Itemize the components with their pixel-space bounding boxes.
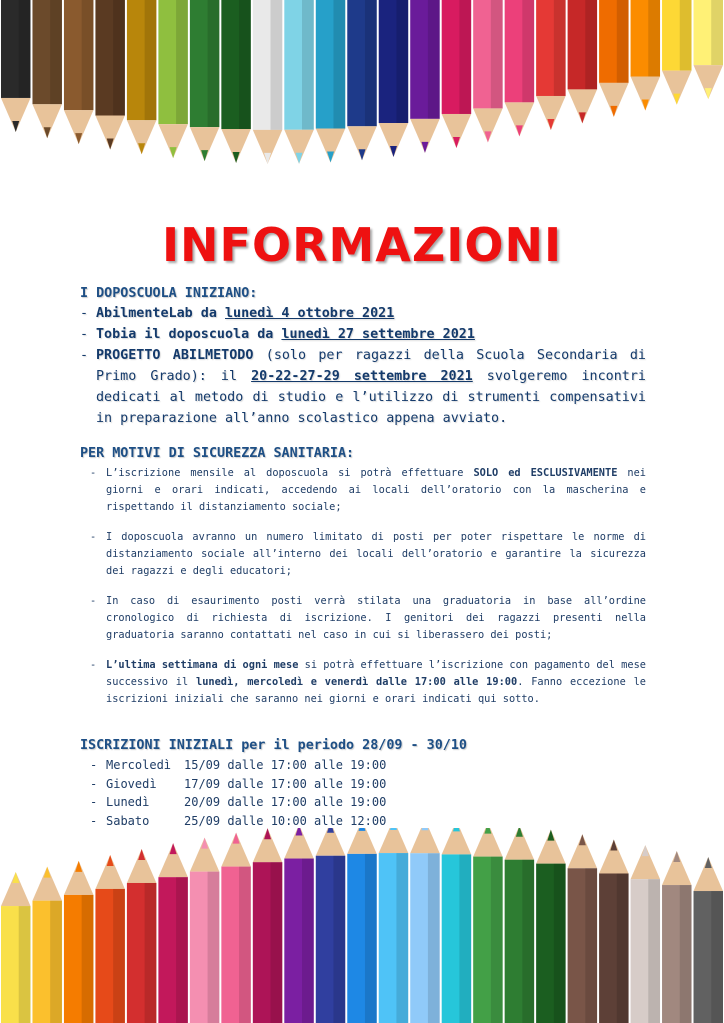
schedule-row: - Sabato 25/09 dalle 10:00 alle 12:00 <box>80 812 646 831</box>
list-item: - L’iscrizione mensile al doposcuola si potrà effettuare SOLO ed ESCLUSIVAMENTE nei giorni e orari indicati, accedendo ai locali dell’oratorio con la mascherina e rispettando il distanziamento sociale; <box>80 465 646 516</box>
pencil-icon <box>568 834 597 1023</box>
pencil-icon <box>347 828 376 1023</box>
pencil-icon <box>694 0 723 99</box>
pencil-icon <box>442 828 471 1023</box>
section-start-heading: I DOPOSCUOLA INIZIANO: <box>80 286 258 301</box>
pencils-top-decoration <box>0 0 724 200</box>
pencil-icon <box>599 0 628 117</box>
section-enrollment-heading: ISCRIZIONI INIZIALI per il periodo 28/09 - 30/10 <box>80 738 467 753</box>
pencil-icon <box>379 828 408 1023</box>
pencil-icon <box>284 828 313 1023</box>
safety-list <box>80 465 646 708</box>
list-item: - In caso di esaurimento posti verrà stilata una graduatoria in base all’ordine cronologico di richiesta di iscrizione. I genitori dei ragazzi presenti nella graduatoria saranno contattati nel caso in cui si liberassero dei posti; <box>80 593 646 644</box>
page-title: INFORMAZIONI <box>161 218 563 272</box>
pencil-icon <box>536 830 565 1023</box>
schedule-row: - Lunedì 20/09 dalle 17:00 alle 19:00 <box>80 793 646 812</box>
pencil-icon <box>32 867 61 1023</box>
list-item: - PROGETTO ABILMETODO (solo per ragazzi della Scuola Secondaria di Primo Grado): il 20-22-27-29 settembre 2021 svolgeremo incontri dedicati al metodo di studio e l’utilizzo di strumenti compensativi in preparazione all’anno scolastico appena avviato. <box>80 345 646 429</box>
pencil-icon <box>631 0 660 111</box>
pencil-icon <box>694 857 723 1023</box>
pencil-icon <box>64 861 93 1023</box>
pencil-icon <box>127 849 156 1023</box>
pencil-icon <box>568 0 597 123</box>
pencil-icon <box>32 0 61 138</box>
pencil-icon <box>316 828 345 1023</box>
start-list <box>80 303 646 429</box>
pencil-icon <box>1 872 30 1023</box>
pencil-icon <box>662 851 691 1023</box>
list-item: - I doposcuola avranno un numero limitato di posti per poter rispettare le norme di distanziamento sociale all’interno dei locali dell’oratorio e garantire la sicurezza dei ragazzi e degli educatori; <box>80 529 646 580</box>
pencil-icon <box>473 0 502 142</box>
pencil-icon <box>95 855 124 1023</box>
pencil-icon <box>442 0 471 148</box>
pencil-icon <box>190 0 219 161</box>
pencil-icon <box>158 0 187 158</box>
list-item: - L’ultima settimana di ogni mese si potrà effettuare l’iscrizione con pagamento del mese successivo il lunedì, mercoledì e venerdì dalle 17:00 alle 19:00. Fanno eccezione le iscrizioni iniziali che saranno nei giorni e orari indicati qui sotto. <box>80 657 646 708</box>
pencils-bottom-decoration <box>0 828 724 1023</box>
pencil-icon <box>410 828 439 1023</box>
pencil-icon <box>599 839 628 1023</box>
pencil-icon <box>95 0 124 150</box>
pencil-icon <box>253 0 282 164</box>
schedule-row: - Giovedì 17/09 dalle 17:00 alle 19:00 <box>80 775 646 794</box>
list-item: - Tobia il doposcuola da lunedì 27 settembre 2021 <box>80 324 646 345</box>
pencil-icon <box>505 828 534 1023</box>
pencil-icon <box>505 0 534 136</box>
pencil-icon <box>158 843 187 1023</box>
pencil-icon <box>473 828 502 1023</box>
list-item: - AbilmenteLab da lunedì 4 ottobre 2021 <box>80 303 646 324</box>
pencil-icon <box>127 0 156 154</box>
pencil-icon <box>1 0 30 132</box>
schedule-list <box>80 756 646 830</box>
pencil-icon <box>190 838 219 1023</box>
pencil-icon <box>316 0 345 163</box>
pencil-icon <box>347 0 376 160</box>
pencil-icon <box>284 0 313 164</box>
schedule-row: - Mercoledì 15/09 dalle 17:00 alle 19:00 <box>80 756 646 775</box>
section-safety-heading: PER MOTIVI DI SICUREZZA SANITARIA: <box>80 446 355 461</box>
pencil-icon <box>221 0 250 163</box>
pencil-icon <box>221 833 250 1023</box>
pencil-icon <box>64 0 93 144</box>
pencil-icon <box>410 0 439 153</box>
pencil-icon <box>536 0 565 130</box>
pencil-icon <box>379 0 408 157</box>
pencil-icon <box>662 0 691 105</box>
pencil-icon <box>253 828 282 1023</box>
pencil-icon <box>631 845 660 1023</box>
content <box>80 286 646 830</box>
